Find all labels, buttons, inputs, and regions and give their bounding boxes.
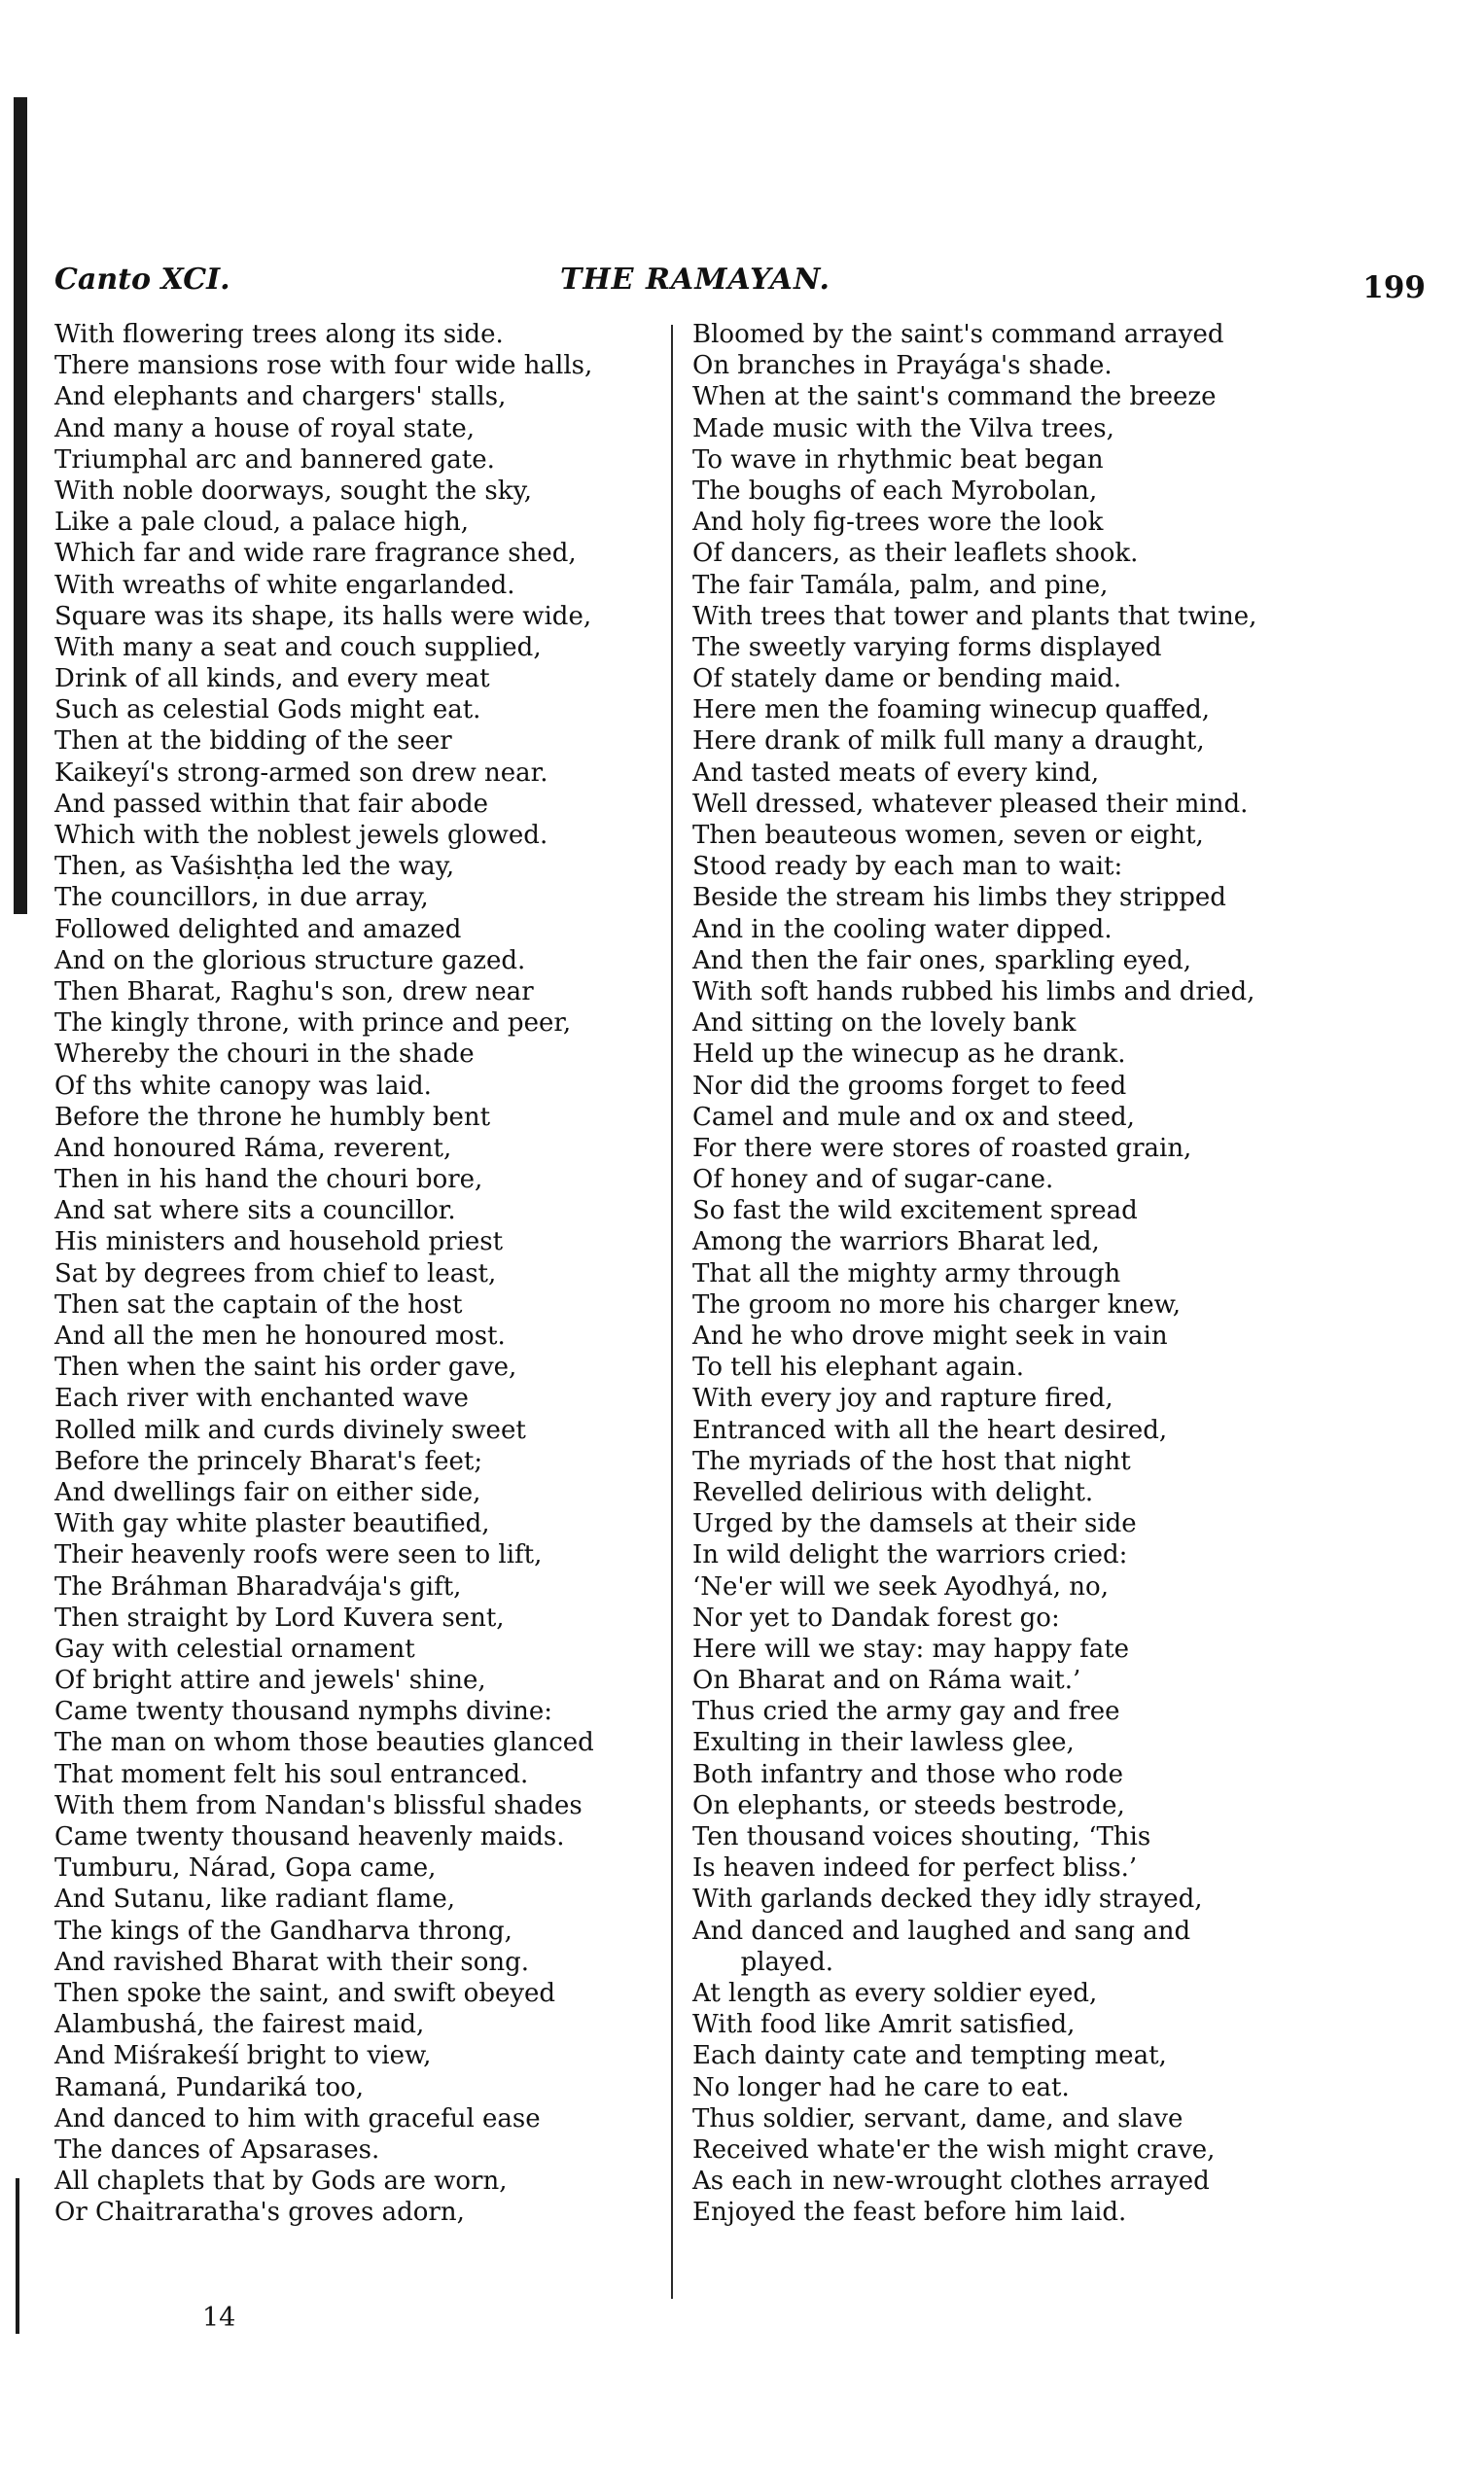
verse-line: And he who drove might seek in vain bbox=[692, 1322, 1168, 1351]
verse-line: With noble doorways, sought the sky, bbox=[54, 476, 533, 506]
verse-line: Entranced with all the heart desired, bbox=[692, 1415, 1168, 1445]
verse-line: With gay white plaster beautified, bbox=[54, 1509, 490, 1539]
verse-line: Of bright attire and jewels' shine, bbox=[54, 1666, 486, 1696]
verse-line: Both infantry and those who rode bbox=[692, 1759, 1124, 1789]
verse-line: Then beauteous women, seven or eight, bbox=[692, 821, 1204, 850]
verse-line: Gay with celestial ornament bbox=[54, 1634, 415, 1664]
verse-line: Drink of all kinds, and every meat bbox=[54, 664, 490, 694]
verse-line: Nor did the grooms forget to feed bbox=[692, 1071, 1127, 1101]
right-verse-column bbox=[692, 319, 1436, 2228]
verse-line: And passed within that fair abode bbox=[54, 789, 489, 819]
verse-line: When at the saint's command the breeze bbox=[692, 382, 1217, 412]
verse-line: Here men the foaming winecup quaffed, bbox=[692, 695, 1211, 725]
verse-line: There mansions rose with four wide halls, bbox=[54, 351, 593, 381]
verse-line: ‘Ne'er will we seek Ayodhyá, no, bbox=[692, 1571, 1109, 1602]
binding-edge-mark bbox=[14, 97, 27, 914]
verse-line: Then sat the captain of the host bbox=[54, 1289, 463, 1320]
verse-line: In wild delight the warriors cried: bbox=[692, 1540, 1128, 1570]
verse-line: Enjoyed the feast before him laid. bbox=[692, 2198, 1127, 2228]
column-divider bbox=[671, 325, 673, 2299]
verse-line: The dances of Apsarases. bbox=[54, 2134, 380, 2165]
verse-line: Kaikeyí's strong-armed son drew near. bbox=[54, 758, 548, 788]
verse-line: The sweetly varying forms displayed bbox=[692, 632, 1162, 662]
verse-line: On elephants, or steeds bestrode, bbox=[692, 1790, 1125, 1820]
verse-line: Stood ready by each man to wait: bbox=[692, 852, 1123, 882]
verse-line: For there were stores of roasted grain, bbox=[692, 1133, 1192, 1163]
verse-line: The councillors, in due array, bbox=[54, 883, 429, 913]
verse-line: Each river with enchanted wave bbox=[54, 1384, 469, 1414]
verse-line: As each in new-wrought clothes arrayed bbox=[692, 2167, 1210, 2197]
verse-line: Ten thousand voices shouting, ‘This bbox=[692, 1822, 1151, 1851]
verse-line: So fast the wild excitement spread bbox=[692, 1196, 1138, 1226]
verse-line: Whereby the chouri in the shade bbox=[54, 1040, 475, 1070]
verse-line: With many a seat and couch supplied, bbox=[54, 632, 542, 662]
verse-line: And then the fair ones, sparkling eyed, bbox=[692, 945, 1191, 975]
verse-line: Came twenty thousand nymphs divine: bbox=[54, 1697, 552, 1727]
signature-mark: 14 bbox=[202, 2303, 236, 2333]
verse-line: Then at the bidding of the seer bbox=[54, 726, 452, 757]
verse-line: Each dainty cate and tempting meat, bbox=[692, 2041, 1167, 2071]
verse-line: And many a house of royal state, bbox=[54, 413, 475, 443]
verse-line: Is heaven indeed for perfect bliss.’ bbox=[692, 1853, 1138, 1884]
canto-label: Canto XCI. bbox=[54, 263, 230, 297]
verse-line: Among the warriors Bharat led, bbox=[692, 1227, 1100, 1257]
verse-line: Bloomed by the saint's command arrayed bbox=[692, 320, 1224, 349]
verse-line: Here drank of milk full many a draught, bbox=[692, 726, 1205, 757]
verse-line: Alambushá, the fairest maid, bbox=[54, 2010, 425, 2040]
verse-line: Exulting in their lawless glee, bbox=[692, 1728, 1075, 1758]
verse-line: With trees that tower and plants that twine, bbox=[692, 601, 1257, 631]
verse-line: Revelled delirious with delight. bbox=[692, 1477, 1094, 1507]
verse-line: Made music with the Vilva trees, bbox=[692, 413, 1114, 443]
verse-line: And ravished Bharat with their song. bbox=[54, 1947, 530, 1977]
verse-line: At length as every soldier eyed, bbox=[692, 1978, 1098, 2008]
verse-line: And dwellings fair on either side, bbox=[54, 1477, 481, 1507]
verse-line: And on the glorious structure gazed. bbox=[54, 945, 526, 975]
verse-line: All chaplets that by Gods are worn, bbox=[54, 2167, 508, 2197]
verse-line: Then Bharat, Raghu's son, drew near bbox=[54, 976, 534, 1006]
verse-line: Ramaná, Pundariká too, bbox=[54, 2072, 365, 2102]
verse-line: Their heavenly roofs were seen to lift, bbox=[54, 1540, 543, 1570]
verse-line: Such as celestial Gods might eat. bbox=[54, 695, 481, 725]
verse-line: That all the mighty army through bbox=[692, 1258, 1121, 1288]
left-verse-column bbox=[54, 319, 667, 2228]
verse-line: And all the men he honoured most. bbox=[54, 1322, 506, 1351]
verse-line: Or Chaitraratha's groves adorn, bbox=[54, 2198, 465, 2228]
verse-line: Which far and wide rare fragrance shed, bbox=[54, 539, 577, 569]
verse-line: With garlands decked they idly strayed, bbox=[692, 1885, 1203, 1915]
verse-line: With every joy and rapture fired, bbox=[692, 1384, 1113, 1414]
verse-line: The kings of the Gandharva throng, bbox=[54, 1916, 512, 1946]
verse-line: Of stately dame or bending maid. bbox=[692, 664, 1122, 694]
verse-line: With flowering trees along its side. bbox=[54, 320, 504, 349]
verse-line: Then in his hand the chouri bore, bbox=[54, 1165, 483, 1195]
verse-line: Here will we stay: may happy fate bbox=[692, 1634, 1130, 1664]
verse-line: That moment felt his soul entranced. bbox=[54, 1759, 529, 1789]
verse-line: And Miśrakeśí bright to view, bbox=[54, 2041, 432, 2071]
verse-line: Of honey and of sugar-cane. bbox=[692, 1165, 1054, 1195]
running-header bbox=[54, 263, 1426, 311]
verse-line: Camel and mule and ox and steed, bbox=[692, 1102, 1135, 1132]
verse-line: And danced to him with graceful ease bbox=[54, 2103, 541, 2133]
verse-line: Then straight by Lord Kuvera sent, bbox=[54, 1603, 505, 1633]
verse-line: To tell his elephant again. bbox=[692, 1353, 1025, 1383]
verse-line: With wreaths of white engarlanded. bbox=[54, 570, 515, 600]
verse-line: Well dressed, whatever pleased their mind. bbox=[692, 789, 1249, 819]
verse-line: To wave in rhythmic beat began bbox=[692, 444, 1104, 475]
verse-line: Which with the noblest jewels glowed. bbox=[54, 821, 548, 850]
verse-line: Then, as Vaśishṭha led the way, bbox=[54, 852, 455, 882]
verse-line: The groom no more his charger knew, bbox=[692, 1289, 1182, 1320]
verse-line: With them from Nandan's blissful shades bbox=[54, 1790, 583, 1820]
verse-line: Beside the stream his limbs they stripped bbox=[692, 883, 1226, 913]
verse-line: Received whate'er the wish might crave, bbox=[692, 2134, 1216, 2165]
verse-line: And elephants and chargers' stalls, bbox=[54, 382, 507, 412]
verse-line: Thus cried the army gay and free bbox=[692, 1697, 1120, 1727]
verse-line: And Sutanu, like radiant flame, bbox=[54, 1885, 455, 1915]
verse-line: And danced and laughed and sang and bbox=[692, 1916, 1191, 1946]
verse-line: The fair Tamála, palm, and pine, bbox=[692, 570, 1109, 600]
verse-line: Of ths white canopy was laid. bbox=[54, 1071, 432, 1101]
verse-line: And sat where sits a councillor. bbox=[54, 1196, 456, 1226]
verse-line: Of dancers, as their leaflets shook. bbox=[692, 539, 1139, 569]
verse-line: Like a pale cloud, a palace high, bbox=[54, 508, 469, 538]
verse-line: played. bbox=[692, 1947, 834, 1977]
verse-line: Held up the winecup as he drank. bbox=[692, 1040, 1126, 1070]
verse-line: And sitting on the lovely bank bbox=[692, 1008, 1077, 1039]
page-number: 199 bbox=[1362, 270, 1426, 305]
verse-line: No longer had he care to eat. bbox=[692, 2072, 1070, 2102]
verse-line: Rolled milk and curds divinely sweet bbox=[54, 1415, 526, 1445]
verse-line: Then spoke the saint, and swift obeyed bbox=[54, 1978, 556, 2008]
verse-line: And tasted meats of every kind, bbox=[692, 758, 1100, 788]
verse-line: The Bráhman Bharadvája's gift, bbox=[54, 1571, 462, 1602]
verse-line: Came twenty thousand heavenly maids. bbox=[54, 1822, 565, 1851]
verse-line: Nor yet to Dandak forest go: bbox=[692, 1603, 1060, 1633]
verse-line: Square was its shape, its halls were wide, bbox=[54, 601, 592, 631]
verse-line: Triumphal arc and bannered gate. bbox=[54, 444, 495, 475]
binding-edge-mark-lower bbox=[16, 2178, 19, 2334]
verse-line: His ministers and household priest bbox=[54, 1227, 504, 1257]
verse-line: Urged by the damsels at their side bbox=[692, 1509, 1137, 1539]
verse-line: The man on whom those beauties glanced bbox=[54, 1728, 594, 1758]
verse-line: Before the throne he humbly bent bbox=[54, 1102, 491, 1132]
book-title: THE RAMAYAN. bbox=[560, 263, 830, 297]
verse-line: Thus soldier, servant, dame, and slave bbox=[692, 2103, 1184, 2133]
verse-line: On Bharat and on Ráma wait.’ bbox=[692, 1666, 1081, 1696]
verse-line: Sat by degrees from chief to least, bbox=[54, 1258, 497, 1288]
verse-line: The kingly throne, with prince and peer, bbox=[54, 1008, 572, 1039]
verse-line: The myriads of the host that night bbox=[692, 1446, 1131, 1476]
verse-line: With food like Amrit satisfied, bbox=[692, 2010, 1076, 2040]
verse-line: Before the princely Bharat's feet; bbox=[54, 1446, 483, 1476]
verse-line: Followed delighted and amazed bbox=[54, 914, 462, 944]
verse-line: The boughs of each Myrobolan, bbox=[692, 476, 1098, 506]
verse-line: And in the cooling water dipped. bbox=[692, 914, 1113, 944]
verse-line: And honoured Ráma, reverent, bbox=[54, 1133, 452, 1163]
verse-line: With soft hands rubbed his limbs and dried, bbox=[692, 976, 1255, 1006]
verse-line: And holy fig-trees wore the look bbox=[692, 508, 1104, 538]
verse-line: Tumburu, Nárad, Gopa came, bbox=[54, 1853, 437, 1884]
verse-line: On branches in Prayága's shade. bbox=[692, 351, 1113, 381]
verse-line: Then when the saint his order gave, bbox=[54, 1353, 517, 1383]
